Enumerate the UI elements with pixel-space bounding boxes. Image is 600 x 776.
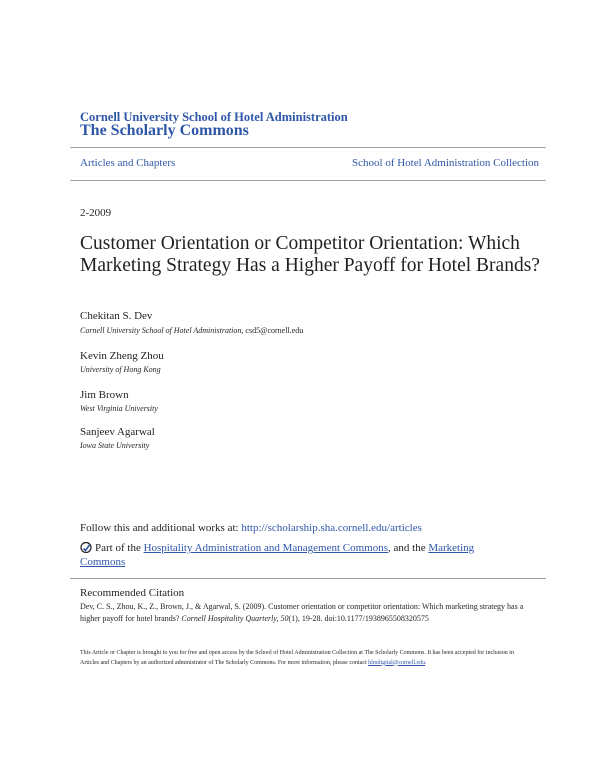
institution-name[interactable]: Cornell University School of Hotel Administration	[80, 110, 348, 124]
citation-tail: (1), 19-28. doi:10.1177/1938965508320575	[288, 613, 429, 623]
follow-text: Follow this and additional works at:	[80, 522, 242, 534]
repository-name[interactable]: The Scholarly Commons	[80, 122, 249, 139]
affiliation-separator: ,	[241, 326, 246, 335]
part-of-prefix: Part of the	[95, 542, 144, 554]
author-name: Chekitan S. Dev	[80, 310, 153, 322]
recommended-citation-heading: Recommended Citation	[80, 587, 185, 599]
article-title: Customer Orientation or Competitor Orientation: Which Marketing Strategy Has a Higher Payoff for Hotel Brands?	[80, 233, 540, 276]
hospitality-commons-link[interactable]: Hospitality Administration and Management Commons	[143, 542, 389, 554]
author-affiliation: Iowa State University	[80, 441, 150, 450]
author-affiliation: West Virginia University	[80, 404, 158, 413]
author-name: Kevin Zheng Zhou	[80, 350, 164, 362]
part-of-middle: , and the	[388, 542, 429, 554]
publication-date: 2-2009	[80, 207, 112, 219]
author-affiliation	[80, 326, 303, 335]
affiliation-text: Cornell University School of Hotel Administration	[80, 326, 242, 335]
author-name: Sanjeev Agarwal	[80, 426, 155, 438]
contact-email-link[interactable]: hlmdigital@cornell.edu	[368, 659, 426, 666]
follow-line	[80, 522, 422, 534]
nav-divider	[70, 180, 546, 181]
citation-journal: Cornell Hospitality Quarterly, 50	[181, 613, 289, 623]
articles-chapters-link[interactable]: Articles and Chapters	[80, 157, 176, 169]
top-divider	[70, 147, 546, 148]
follow-url-link[interactable]: http://scholarship.sha.cornell.edu/articles	[241, 522, 422, 534]
citation-body: Dev, C. S., Zhou, K., Z., Brown, J., & Agarwal, S. (2009). Customer orientation or competitor orientation: Which marketing strategy has a higher payoff for hotel brands?	[80, 602, 524, 623]
author-name: Jim Brown	[80, 389, 129, 401]
footer-end: .	[425, 659, 427, 666]
author-email[interactable]: csd5@cornell.edu	[245, 326, 304, 335]
open-access-icon	[80, 541, 92, 553]
footer-notice	[80, 649, 530, 668]
footer-text: This Article or Chapter is brought to you for free and open access by the School of Hotel Administration Collection at The Scholarly Commons. It has been accepted for inclusion in Articles and Chapters by an authorized administrator of The Scholarly Commons. For more information, please contact	[80, 650, 514, 666]
marketing-commons-link[interactable]: Marketing Commons	[80, 542, 475, 568]
part-of-line	[80, 541, 520, 569]
citation-text	[80, 601, 530, 624]
citation-divider	[70, 578, 546, 579]
author-affiliation: University of Hong Kong	[80, 365, 161, 374]
collection-link[interactable]: School of Hotel Administration Collection	[352, 157, 539, 169]
